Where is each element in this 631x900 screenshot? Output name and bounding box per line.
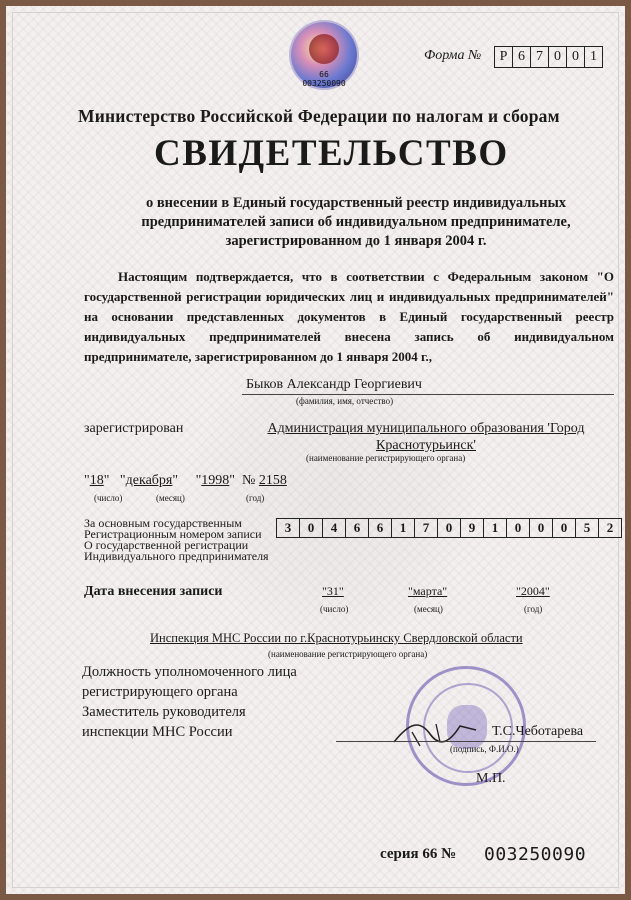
grn-digit: 0 [300, 518, 323, 538]
signature-caption: (подпись, Ф.И.О.) [450, 744, 519, 754]
entry-year-caption: (год) [524, 604, 543, 614]
agency-caption: (наименование регистрирующего органа) [306, 453, 466, 463]
entry-year: "2004" [516, 584, 550, 598]
registration-date-row: "18" "декабря" "1998" № 2158 [84, 473, 287, 488]
document-subtitle: о внесении в Единый государственный реестр индивидуальных предпринимателей записи об индивидуальном предпринимателе, зарегистрированном до 1 января 2004 г. [141, 195, 571, 249]
form-code-char: 1 [585, 46, 603, 68]
entry-month: "марта" [408, 584, 448, 598]
entry-day: "31" [322, 584, 344, 598]
seal-place-label: М.П. [476, 771, 506, 786]
form-code-char: 0 [567, 46, 585, 68]
grn-digit: 1 [484, 518, 507, 538]
body-paragraph: Настоящим подтверждается, что в соответствии с Федеральным законом "О государственной регистрации юридических лиц и индивидуальных предпринимателей" на основании представленных документов в Единый государственный реестр индивидуальных предпринимателей внесена запись об индивидуальном предпринимателе, зарегистрированном до 1 января 2004 г., [84, 269, 614, 364]
grn-digit: 0 [438, 518, 461, 538]
signatory-name: Т.С.Чеботарева [492, 724, 584, 739]
grn-digit: 9 [461, 518, 484, 538]
grn-digit: 5 [576, 518, 599, 538]
reg-day: 18 [89, 473, 104, 488]
grn-digit: 0 [553, 518, 576, 538]
form-code-char: 0 [549, 46, 567, 68]
grn-digit: 7 [415, 518, 438, 538]
grn-label-line: Индивидуального предпринимателя [84, 549, 269, 563]
ministry-heading: Министерство Российской Федерации по налогам и сборам [78, 106, 560, 126]
inspection-name: Инспекция МНС России по г.Краснотурьинску Свердловской области [150, 631, 523, 645]
grn-label-line: За основным государственным [84, 516, 242, 530]
position-line: регистрирующего органа [82, 684, 238, 700]
series-number: 003250090 [484, 844, 587, 865]
hologram-number: 66 003250090 [302, 70, 346, 88]
reg-year: 1998 [201, 473, 230, 488]
form-code-char: 7 [531, 46, 549, 68]
grn-number [276, 518, 622, 538]
reg-year-caption: (год) [246, 493, 265, 503]
signature-line [336, 741, 596, 742]
eagle-emblem-icon [309, 34, 339, 64]
reg-number: 2158 [258, 473, 287, 488]
name-underline [242, 394, 614, 395]
registering-agency: Администрация муниципального образования 'Город Краснотурьинск' [267, 421, 585, 453]
grn-digit: 6 [346, 518, 369, 538]
grn-digit: 0 [507, 518, 530, 538]
inspection-caption: (наименование регистрирующего органа) [268, 649, 428, 659]
series-label: серия 66 № [380, 846, 457, 862]
position-line: Должность уполномоченного лица [82, 664, 297, 680]
position-line: инспекции МНС России [82, 724, 233, 740]
grn-label [84, 518, 304, 562]
grn-label-line: О государственной регистрации [84, 538, 249, 552]
grn-digit: 1 [392, 518, 415, 538]
reg-day-caption: (число) [94, 493, 123, 503]
person-name: Быков Александр Георгиевич [246, 377, 422, 392]
reg-month: декабря [125, 473, 173, 488]
registered-label: зарегистрирован [84, 421, 184, 436]
document-title: СВИДЕТЕЛЬСТВО [154, 133, 509, 174]
form-code-char: Р [494, 46, 513, 68]
grn-digit: 4 [323, 518, 346, 538]
grn-digit: 2 [599, 518, 622, 538]
grn-label-line: Регистрационным номером записи [84, 527, 262, 541]
official-position [82, 662, 297, 742]
reg-month-caption: (месяц) [156, 493, 185, 503]
hologram-emblem [291, 22, 357, 88]
reg-number-label: № [242, 473, 256, 488]
grn-digit: 0 [530, 518, 553, 538]
form-code [494, 46, 603, 68]
entry-date-label: Дата внесения записи [84, 584, 223, 599]
form-label: Форма № [424, 48, 482, 63]
entry-day-caption: (число) [320, 604, 349, 614]
position-line: Заместитель руководителя [82, 704, 246, 720]
grn-digit: 6 [369, 518, 392, 538]
person-name-caption: (фамилия, имя, отчество) [296, 396, 394, 406]
grn-digit: 3 [276, 518, 300, 538]
form-code-char: 6 [513, 46, 531, 68]
entry-month-caption: (месяц) [414, 604, 443, 614]
